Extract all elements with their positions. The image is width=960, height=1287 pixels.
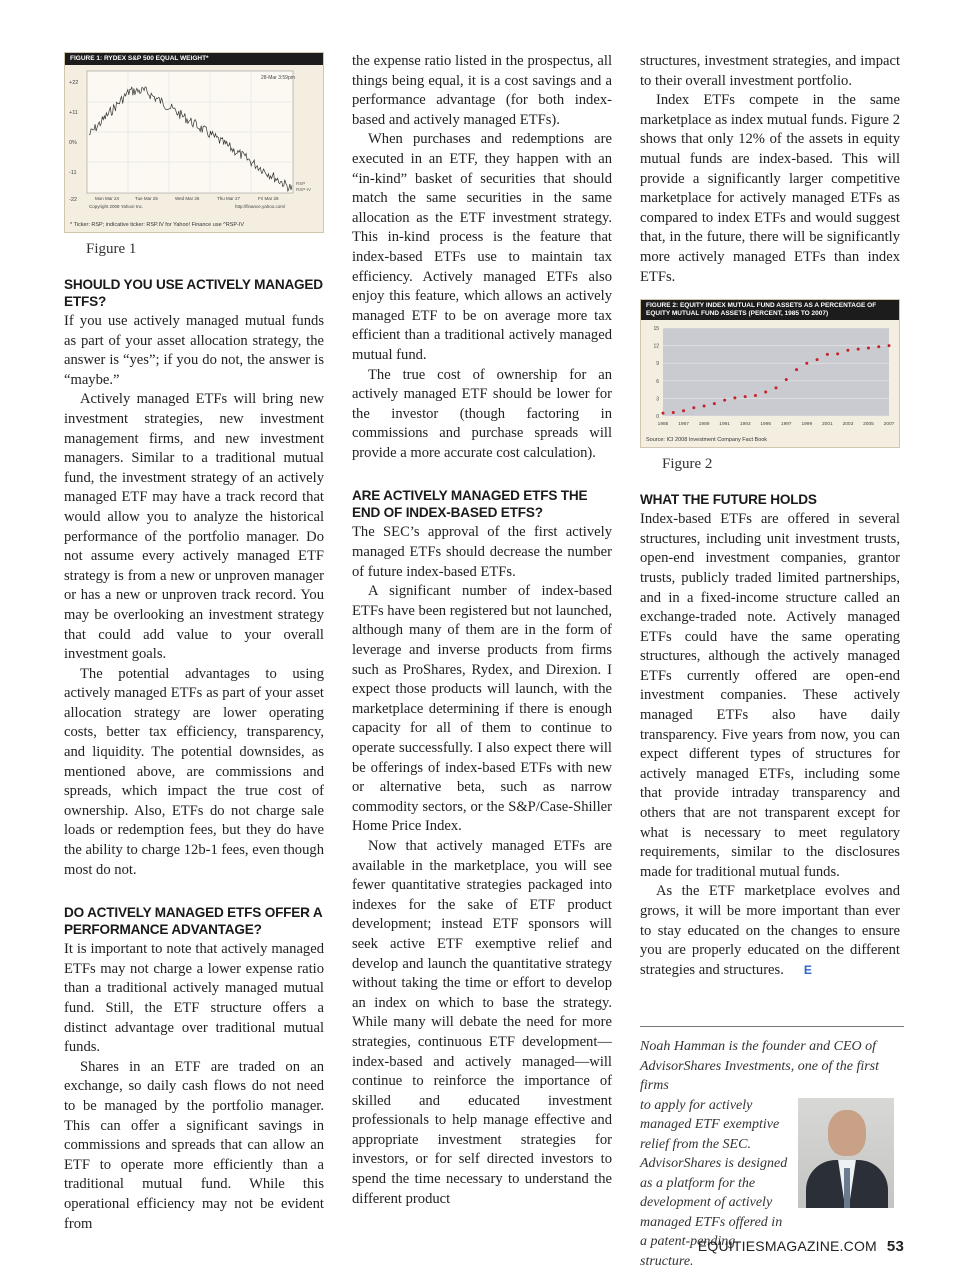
fig2-data-point: [733, 396, 736, 399]
figure-2-source: Source: ICI 2008 Investment Company Fact Book: [646, 437, 768, 444]
fig2-xtick: 1985: [657, 422, 669, 428]
fig2-data-point: [764, 391, 767, 394]
paragraph: The true cost of ownership for an actively managed ETF should be lower for the investor (though factoring in commissions and purchase spreads will provide a more accurate cost calculation).: [352, 366, 612, 461]
fig2-xtick: 2007: [883, 422, 895, 428]
paragraph: It is important to note that actively managed ETFs may not charge a lower expense ratio than a traditional actively managed mutual fund. Still, the ETF structure offers a distinct advantage over traditional mutual funds.: [64, 941, 324, 1056]
paragraph: Now that actively managed ETFs are available in the marketplace, you will see fewer quantitative strategies packaged into indexes for the sake of ETF product development; instead ETF sponsors will seek active ETF exemptive relief and develop and launch the quantitative strategy without taking the time or effort to develop an index on which to base the strategy. While many will debate the need for more strategies, continuous ETF development—index-based and actively managed—will continue to reinforce the importance of skilled and educated investment professionals to help manage effective and appropriate investment strategies for investors, or for self directed investors to spend the time necessary to understand the different product: [352, 837, 612, 1207]
column-2: [352, 52, 612, 1209]
figure-1: [64, 52, 324, 233]
fig2-data-point: [713, 402, 716, 405]
fig2-data-point: [662, 412, 665, 415]
figure-1-title: FIGURE 1: RYDEX S&P 500 EQUAL WEIGHT*: [65, 53, 323, 65]
figure-2-title-line: FIGURE 2: EQUITY INDEX MUTUAL FUND ASSETS AS A PERCENTAGE OF: [646, 302, 877, 310]
figure-1-chart: [65, 65, 323, 215]
fig2-data-point: [826, 353, 829, 356]
fig2-xtick: 2005: [863, 422, 874, 428]
heading-future-holds: WHAT THE FUTURE HOLDS: [640, 492, 817, 508]
fig2-xtick: 1989: [698, 422, 710, 428]
fig2-data-point: [672, 411, 675, 414]
fig2-data-point: [795, 368, 798, 371]
paragraph: [640, 882, 900, 980]
paragraph: If you use actively managed mutual funds as part of your asset allocation strategy, the answer is “yes”; if you do not, the answer is “maybe.”: [64, 313, 324, 388]
author-bio: [640, 1026, 904, 1271]
paragraph: structures, investment strategies, and impact to their overall investment portfolio.: [640, 53, 900, 89]
fig2-data-point: [877, 345, 880, 348]
figure-1-caption: Figure 1: [86, 241, 137, 257]
bio-text: to apply for actively managed ETF exemptive relief from the SEC. AdvisorShares is designed as a platform for the development of actively managed ETFs offered in a patent-pending structure.: [640, 1097, 788, 1269]
heading-performance-advantage: DO ACTIVELY MANAGED ETFS OFFER A PERFORMANCE ADVANTAGE?: [64, 905, 322, 938]
fig2-xtick: 1995: [760, 422, 772, 428]
fig1-ytick: -11: [69, 170, 77, 176]
fig2-data-point: [888, 344, 891, 347]
figure-2-title: [641, 300, 899, 320]
fig2-xtick: 1991: [719, 422, 730, 428]
author-photo: [798, 1098, 894, 1208]
fig2-xtick: 2001: [822, 422, 833, 428]
fig2-ytick: 3: [656, 396, 659, 403]
fig2-data-point: [867, 347, 870, 350]
fig2-data-point: [744, 395, 747, 398]
fig2-data-point: [703, 405, 706, 408]
fig2-data-point: [682, 409, 685, 412]
fig2-data-point: [836, 352, 839, 355]
end-mark-icon: E: [788, 961, 812, 981]
fig2-xtick: 1993: [739, 422, 751, 428]
paragraph: Shares in an ETF are traded on an exchange, so daily cash flows do not need to be managed by the portfolio manager. This can offer a significant savings in commissions and spreads that can allow an ETF to operate more efficiently than a traditional mutual fund. While this operational efficiency may not be evident from: [64, 1058, 324, 1232]
fig1-ytick: -22: [69, 197, 77, 203]
paragraph: The potential advantages to using actively managed ETFs as part of your asset allocation strategy are lower operating costs, better tax efficiency, transparency, and liquidity. The potential downsides, as mentioned above, are commissions and spreads, which impact the true cost of ownership. Also, ETFs do not charge sale loads or redemption fees, but they do have the ability to charge 12b-1 fees, even though most do not.: [64, 665, 324, 878]
paragraph: Index ETFs compete in the same marketplace as index mutual funds. Figure 2 shows that only 12% of the assets in equity mutual funds are index-based. This will provide a significantly larger competitive marketplace for actively managed ETFs as compared to index ETFs and would suggest that, in the future, there will be significantly more actively managed ETFs than index ETFs.: [640, 92, 900, 285]
column-1: [64, 52, 324, 1234]
paragraph: The SEC’s approval of the first actively managed ETFs should decrease the number of future index-based ETFs.: [352, 524, 612, 580]
fig1-end-label: RSP-IV: [296, 187, 312, 192]
heading-end-of-index-etfs: ARE ACTIVELY MANAGED ETFS THE END OF INDEX-BASED ETFS?: [352, 488, 588, 521]
figure-2-title-line: EQUITY MUTUAL FUND ASSETS (PERCENT, 1985 TO 2007): [646, 310, 829, 318]
page-number: 53: [886, 1238, 904, 1255]
figure-2-chart: [641, 320, 899, 432]
fig1-date: 28-Mar 3:59pm: [261, 75, 295, 81]
fig2-ytick: 15: [653, 326, 659, 333]
fig2-ytick: 9: [656, 361, 659, 368]
fig2-ytick: 6: [656, 378, 659, 385]
page-footer: [698, 1238, 904, 1255]
bio-text: Noah Hamman is the founder and CEO of AdvisorShares Investments, one of the first firms: [640, 1039, 880, 1093]
fig2-data-point: [692, 406, 695, 409]
fig2-data-point: [846, 349, 849, 352]
fig1-ytick: +22: [69, 80, 79, 86]
fig1-xtick: Fri Mar 28: [258, 196, 279, 201]
fig2-data-point: [816, 358, 819, 361]
figure-2: [640, 299, 900, 448]
fig2-data-point: [723, 399, 726, 402]
fig2-data-point: [775, 386, 778, 389]
fig1-copyright: Copyright 2008 Yahoo! Inc.: [89, 204, 144, 209]
fig1-xtick: Thu Mar 27: [217, 196, 241, 201]
paragraph: Actively managed ETFs will bring new investment strategies, new investment management firms, and new investment managers. Similar to a traditional mutual fund, the investment strategy of an actively managed ETF may have a track record that would allow you to analyze the historical performance of the portfolio manager. Do not assume every actively managed ETF strategy is from a new or unproven manager or has a new or unproven track record. You may be overlooking an investment strategy that could add value to your overall investment goals.: [64, 391, 324, 663]
fig2-plot-area: [663, 328, 889, 416]
fig1-ytick: +11: [69, 110, 78, 116]
fig1-end-label: RSP: [296, 181, 306, 186]
fig2-xtick: 2003: [842, 422, 854, 428]
paragraph: When purchases and redemptions are executed in an ETF, they happen with an “in-kind” basket of securities that should match the same securities in the same allocation as the ETF investment strategy. This in-kind process is the feature that index-based ETFs use to maintain tax efficiency. Actively managed ETFs also enjoy this feature, which allows an actively managed ETF to be on average more tax efficient than a traditional actively managed mutual fund.: [352, 131, 612, 363]
fig2-data-point: [805, 362, 808, 365]
paragraph: the expense ratio listed in the prospectus, all things being equal, it is a cost savings and a performance advantage (for both index-based and actively managed ETFs).: [352, 53, 612, 128]
fig1-xtick: Mon Mar 24: [95, 196, 120, 201]
paragraph-text: As the ETF marketplace evolves and grows, it will be more important than ever to stay educated on the changes to ensure you are properly educated on the different strategies and structures.: [640, 883, 900, 978]
footer-site: EQUITIESMAGAZINE.COM: [697, 1238, 877, 1254]
fig2-ytick: 12: [653, 343, 659, 350]
fig2-data-point: [857, 348, 860, 351]
heading-should-you-use: SHOULD YOU USE ACTIVELY MANAGED ETFS?: [64, 277, 323, 309]
fig2-ytick: 0: [656, 414, 659, 421]
fig1-xtick: Tue Mar 25: [135, 196, 158, 201]
fig2-data-point: [754, 394, 757, 397]
fig1-url: http://finance.yahoo.com/: [235, 204, 286, 209]
figure-2-caption: Figure 2: [662, 456, 713, 473]
fig1-ytick: 0%: [69, 140, 77, 146]
fig1-xtick: Wed Mar 26: [175, 196, 200, 201]
figure-1-note: * Ticker: RSP; indicative ticker: RSP.IV for Yahoo! Finance use ^RSP-IV: [70, 222, 245, 228]
fig2-data-point: [785, 378, 788, 381]
paragraph: Index-based ETFs are offered in several structures, including unit investment trusts, open-end investment companies, grantor trusts, publicly traded limited partnerships, and in a fixed-income structure called an exchange-traded note. Actively managed ETFs could have the same operating structures, although the actively managed ETFs currently offered are open-end investment companies. These actively managed ETFs also have daily transparency. Five years from now, you can expect different types of structures for actively managed ETFs, including some that provide intraday transparency and others that are not transparent except for what is necessary to meet regulatory requirements, similar to the disclosures made for traditional mutual funds.: [640, 511, 900, 880]
fig2-xtick: 1997: [780, 422, 792, 428]
column-3: [640, 52, 900, 980]
fig2-xtick: 1987: [678, 422, 689, 428]
paragraph: A significant number of index-based ETFs have been registered but not launched, although many of them are in the form of leverage and inverse products from firms such as ProShares, Rydex, and Direxion. I expect those products will launch, with the marketplace determining if there is enough capacity for all of them to continue to operate successfully. I also expect there will be offerings of index-based ETFs with new or alternative beta, such as narrow commodity sectors, or the S&P/Case-Shiller Home Price Index.: [352, 583, 612, 835]
fig2-xtick: 1999: [801, 422, 813, 428]
